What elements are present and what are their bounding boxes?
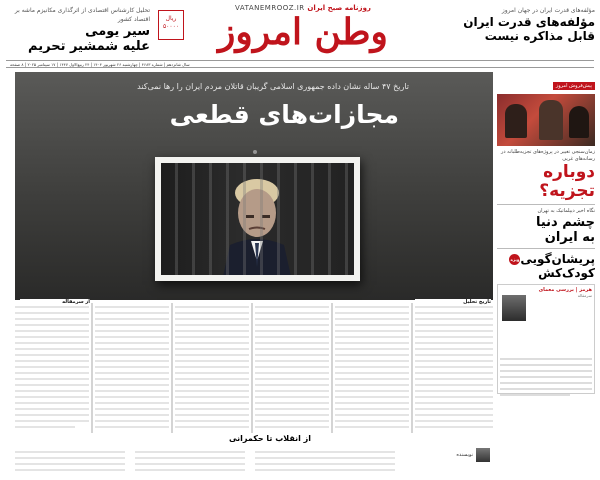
dateline: سال شانزدهم | شماره ۴۶۸۳ | چهارشنبه ۲۶ شهریور ۱۴۰۴ | ۲۴ ربیع‌الاول ۱۴۴۷ | ۱۷ سپتامبر ۲۰۲۵ | ۸ صفحه [6, 60, 594, 68]
left-teaser-kicker: تحلیل کارشناس اقتصادی از اثرگذاری مکانیزم ماشه بر اقتصاد کشور [14, 7, 150, 23]
sidebar-head2-line1[interactable]: چشم دنیا [535, 215, 595, 230]
special-badge: ویژه [509, 254, 520, 265]
sidebar-red-head-line1[interactable]: دوباره [543, 162, 595, 182]
logo-tagline-fa: روزنامه صبح ایران [307, 4, 371, 12]
right-teaser[interactable] [455, 6, 595, 43]
hero-kicker: تاریخ ۴۷ ساله نشان داده جمهوری اسلامی گریبان قاتلان مردم ایران را رها نمی‌کند [137, 82, 409, 91]
sidebar-tag: پیش‌فروش امروز [553, 82, 595, 90]
right-sidebar [497, 72, 595, 472]
sidebar-box-label: سرمقاله [577, 293, 592, 298]
bottom-headline[interactable]: از انقلاب تا حکمرانی [229, 434, 311, 443]
portrait-photo [161, 163, 354, 275]
newspaper-logo[interactable] [158, 4, 448, 60]
person-silhouette-icon [539, 100, 563, 140]
masthead [0, 0, 600, 70]
left-teaser-line1: سیر یومی [85, 24, 150, 39]
divider [497, 204, 595, 205]
person-silhouette-icon [569, 106, 589, 138]
right-teaser-line2: قابل مذاکره نیست [484, 29, 595, 43]
column-head-left: از سرمقاله [20, 299, 90, 305]
logo-tagline-url: VATANEMROOZ.IR [235, 4, 305, 12]
hero-title: مجازات‌های قطعی [169, 100, 399, 129]
left-teaser[interactable] [10, 6, 150, 54]
left-teaser-line2: علیه شمشیر تحریم [28, 39, 150, 54]
author-avatar [476, 448, 490, 462]
prison-bars [161, 163, 354, 275]
author-name: نویسنده [456, 452, 473, 458]
framed-portrait [155, 157, 360, 281]
text-lines-placeholder [500, 323, 592, 403]
price-box: ریال ۵۰۰۰۰ [158, 10, 184, 40]
article-columns [15, 303, 493, 433]
wall-pin-icon [253, 150, 257, 154]
sidebar-kicker-1: زمان‌سنجی تغییر در پروژه‌های تجزیه‌طلبانه در رسانه‌های غربی [500, 149, 595, 162]
right-teaser-line1: مؤلفه‌های قدرت ایران [463, 15, 595, 29]
sidebar-head3-text: پریشان‌گویی [520, 252, 595, 266]
columnist-avatar [502, 295, 526, 321]
sidebar-column-box[interactable] [497, 284, 595, 394]
divider [497, 248, 595, 249]
hero-image[interactable] [15, 72, 493, 300]
sidebar-head3-line2[interactable]: کودک‌کش [538, 266, 595, 280]
sidebar-box-title: هرمز | بررسی معمای [538, 287, 592, 293]
column-text-placeholder [15, 303, 493, 433]
sidebar-red-head-line2[interactable]: تجزیه؟ [539, 181, 595, 201]
sidebar-head3-line1[interactable] [497, 252, 595, 266]
author-chip[interactable] [400, 447, 490, 463]
sidebar-photo[interactable] [497, 94, 595, 146]
column-head-right: تاریخ تحلیل [415, 299, 491, 305]
logo-wordmark: وطن امروز [218, 11, 388, 53]
right-teaser-kicker: مؤلفه‌های قدرت ایران در جهان امروز [501, 7, 595, 14]
person-silhouette-icon [505, 104, 527, 138]
sidebar-head2-line2[interactable]: به ایران [544, 230, 595, 245]
sidebar-kicker-2: نگاه اخیر دیپلماتیک به تهران [537, 208, 595, 214]
